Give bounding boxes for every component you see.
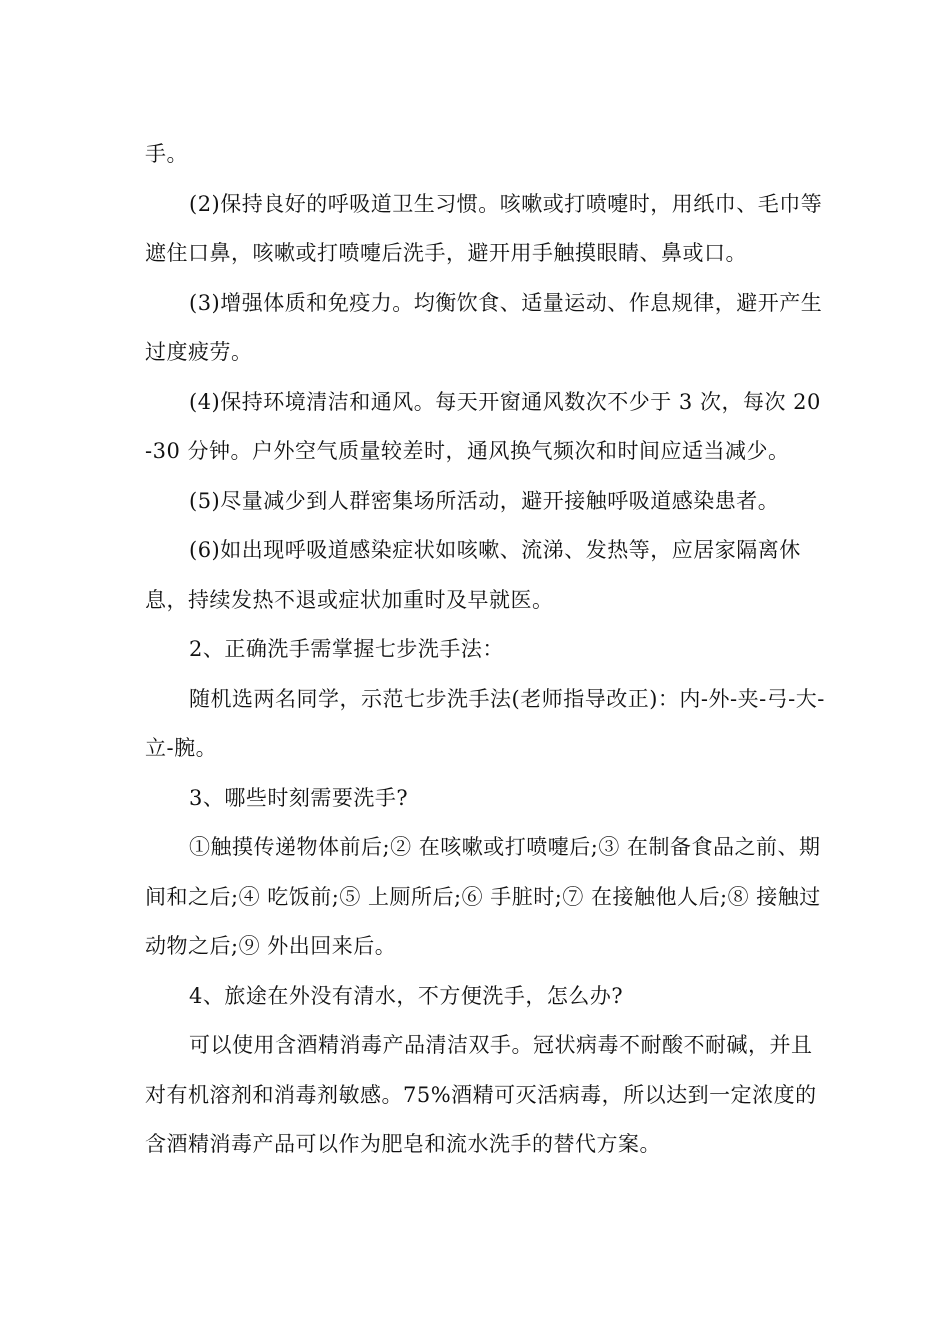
section-heading-handwashing: 2、正确洗手需掌握七步洗手法： <box>189 637 504 661</box>
paragraph-item-6: (6)如出现呼吸道感染症状如咳嗽、流涕、发热等，应居家隔离休息，持续发热不退或症状加重时及早就医。 <box>145 538 801 612</box>
paragraph-continuation: 手。 <box>145 142 188 166</box>
paragraph-wash-moments: ①触摸传递物体前后;② 在咳嗽或打喷嚏后;③ 在制备食品之前、期间和之后;④ 吃饭前;⑤ 上厕所后;⑥ 手脏时;⑦ 在接触他人后;⑧ 接触过动物之后;⑨ 外出回来后。 <box>145 835 821 958</box>
section-heading-when-to-wash: 3、哪些时刻需要洗手? <box>189 785 409 810</box>
paragraph-item-3: (3)增强体质和免疫力。均衡饮食、适量运动、作息规律，避开产生过度疲劳。 <box>145 290 823 364</box>
document-body <box>145 130 825 1170</box>
section-heading-no-water: 4、旅途在外没有清水，不方便洗手，怎么办? <box>189 983 624 1008</box>
paragraph-demonstration: 随机选两名同学，示范七步洗手法(老师指导改正)：内-外-夹-弓-大-立-腕。 <box>145 686 825 760</box>
paragraph-item-2: (2)保持良好的呼吸道卫生习惯。咳嗽或打喷嚏时，用纸巾、毛巾等遮住口鼻，咳嗽或打喷嚏后洗手，避开用手触摸眼睛、鼻或口。 <box>145 191 823 265</box>
paragraph-alcohol-sanitizer: 可以使用含酒精消毒产品清洁双手。冠状病毒不耐酸不耐碱，并且对有机溶剂和消毒剂敏感。75%酒精可灭活病毒，所以达到一定浓度的含酒精消毒产品可以作为肥皂和流水洗手的替代方案。 <box>145 1033 817 1156</box>
paragraph-item-5: (5)尽量减少到人群密集场所活动，避开接触呼吸道感染患者。 <box>189 488 780 513</box>
paragraph-item-4: (4)保持环境清洁和通风。每天开窗通风数次不少于 3 次，每次 20-30 分钟。户外空气质量较差时，通风换气频次和时间应适当减少。 <box>145 389 821 463</box>
